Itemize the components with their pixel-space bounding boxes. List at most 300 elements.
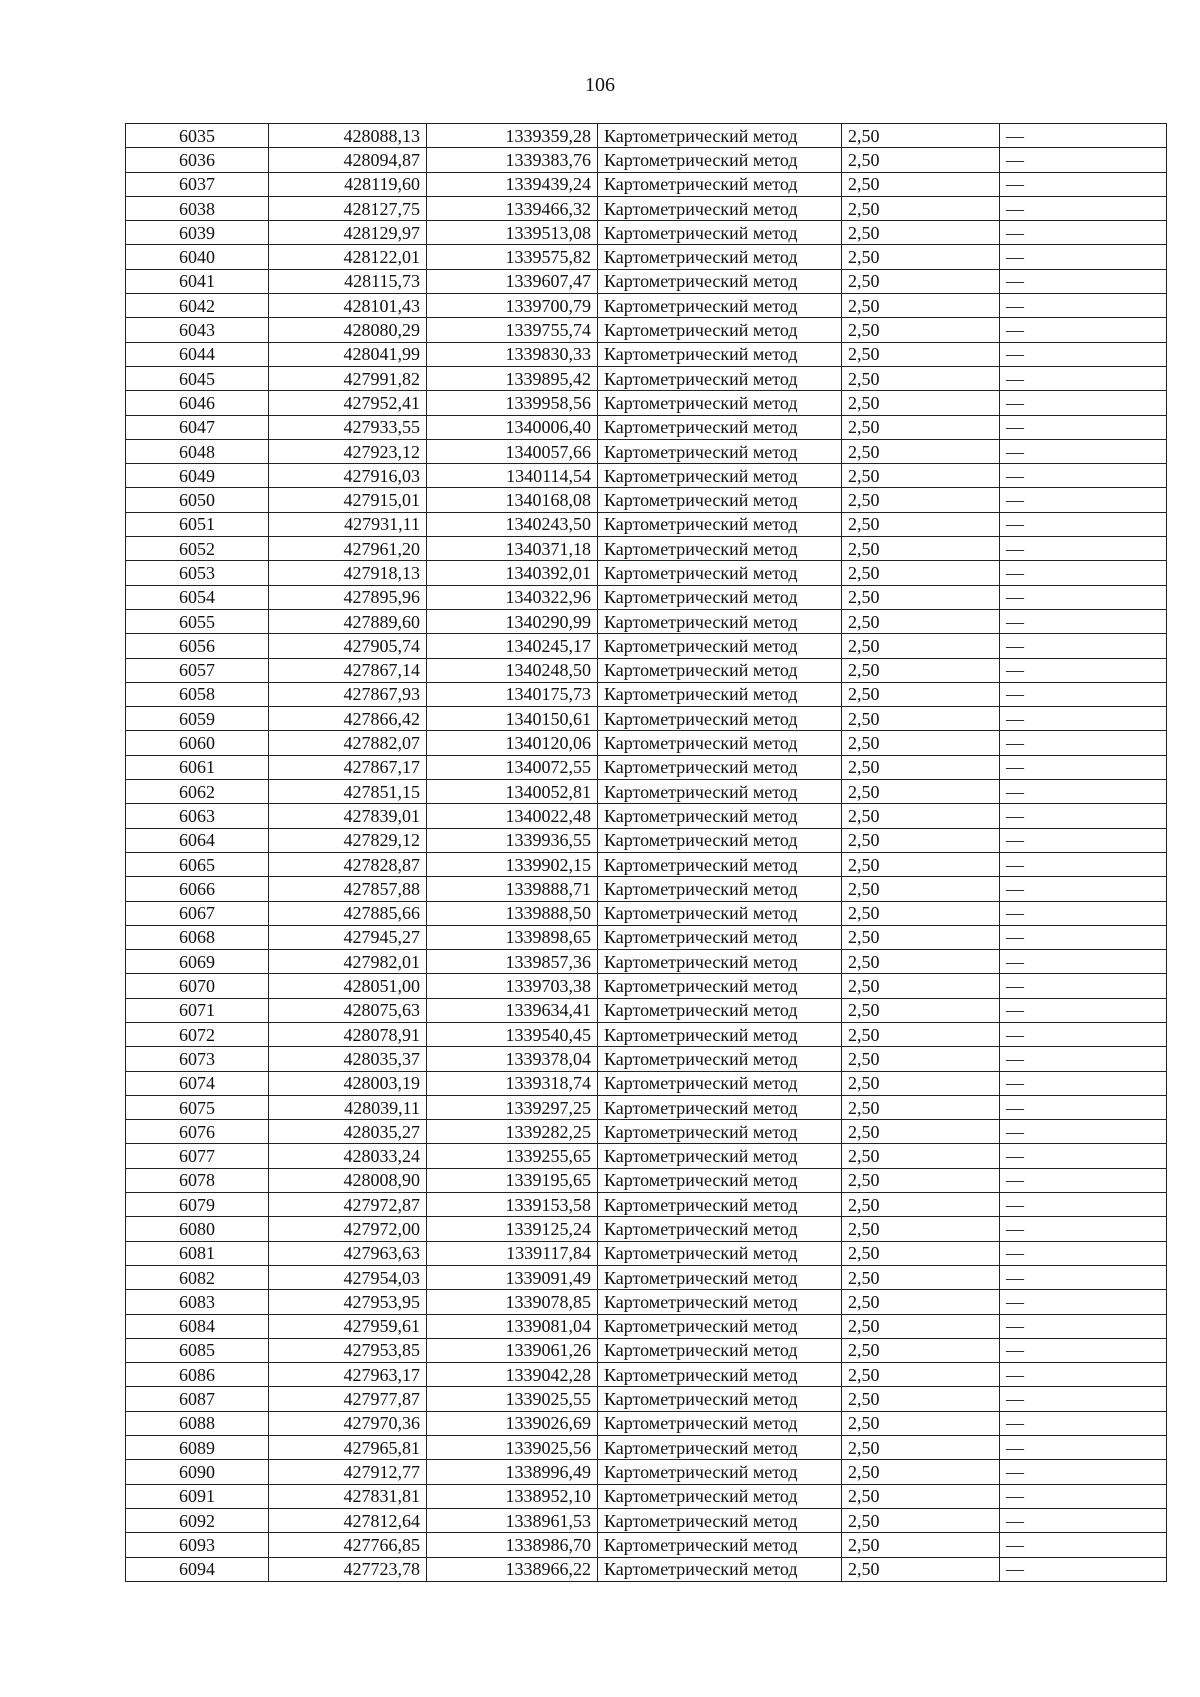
- description-cell: —: [1000, 950, 1167, 974]
- point-number-cell: 6048: [126, 439, 269, 463]
- description-cell: —: [1000, 148, 1167, 172]
- x-coordinate-cell: 427963,17: [269, 1363, 427, 1387]
- x-coordinate-cell: 428129,97: [269, 221, 427, 245]
- accuracy-cell: 2,50: [842, 901, 1000, 925]
- y-coordinate-cell: 1339081,04: [427, 1314, 598, 1338]
- table-row: [126, 1217, 1167, 1241]
- point-number-cell: 6047: [126, 415, 269, 439]
- description-cell: —: [1000, 755, 1167, 779]
- description-cell: —: [1000, 1071, 1167, 1095]
- method-cell: Картометрический метод: [598, 1387, 842, 1411]
- description-cell: —: [1000, 1436, 1167, 1460]
- description-cell: —: [1000, 585, 1167, 609]
- method-cell: Картометрический метод: [598, 1363, 842, 1387]
- y-coordinate-cell: 1339895,42: [427, 366, 598, 390]
- accuracy-cell: 2,50: [842, 172, 1000, 196]
- accuracy-cell: 2,50: [842, 585, 1000, 609]
- method-cell: Картометрический метод: [598, 439, 842, 463]
- description-cell: —: [1000, 1265, 1167, 1289]
- accuracy-cell: 2,50: [842, 294, 1000, 318]
- point-number-cell: 6087: [126, 1387, 269, 1411]
- description-cell: —: [1000, 1460, 1167, 1484]
- description-cell: —: [1000, 998, 1167, 1022]
- table-row: [126, 998, 1167, 1022]
- table-row: [126, 1363, 1167, 1387]
- accuracy-cell: 2,50: [842, 780, 1000, 804]
- method-cell: Картометрический метод: [598, 172, 842, 196]
- method-cell: Картометрический метод: [598, 1460, 842, 1484]
- accuracy-cell: 2,50: [842, 1533, 1000, 1557]
- accuracy-cell: 2,50: [842, 1338, 1000, 1362]
- accuracy-cell: 2,50: [842, 124, 1000, 148]
- accuracy-cell: 2,50: [842, 950, 1000, 974]
- y-coordinate-cell: 1340392,01: [427, 561, 598, 585]
- accuracy-cell: 2,50: [842, 1095, 1000, 1119]
- accuracy-cell: 2,50: [842, 1314, 1000, 1338]
- y-coordinate-cell: 1339888,50: [427, 901, 598, 925]
- accuracy-cell: 2,50: [842, 634, 1000, 658]
- y-coordinate-cell: 1340072,55: [427, 755, 598, 779]
- description-cell: —: [1000, 634, 1167, 658]
- x-coordinate-cell: 427931,11: [269, 512, 427, 536]
- method-cell: Картометрический метод: [598, 1217, 842, 1241]
- description-cell: —: [1000, 731, 1167, 755]
- accuracy-cell: 2,50: [842, 1193, 1000, 1217]
- description-cell: —: [1000, 780, 1167, 804]
- method-cell: Картометрический метод: [598, 755, 842, 779]
- point-number-cell: 6057: [126, 658, 269, 682]
- description-cell: —: [1000, 269, 1167, 293]
- y-coordinate-cell: 1339634,41: [427, 998, 598, 1022]
- accuracy-cell: 2,50: [842, 391, 1000, 415]
- method-cell: Картометрический метод: [598, 877, 842, 901]
- description-cell: —: [1000, 925, 1167, 949]
- table-row: [126, 804, 1167, 828]
- accuracy-cell: 2,50: [842, 245, 1000, 269]
- table-row: [126, 391, 1167, 415]
- point-number-cell: 6081: [126, 1241, 269, 1265]
- description-cell: —: [1000, 609, 1167, 633]
- table-row: [126, 852, 1167, 876]
- x-coordinate-cell: 427882,07: [269, 731, 427, 755]
- x-coordinate-cell: 427972,87: [269, 1193, 427, 1217]
- point-number-cell: 6064: [126, 828, 269, 852]
- y-coordinate-cell: 1340248,50: [427, 658, 598, 682]
- method-cell: Картометрический метод: [598, 609, 842, 633]
- y-coordinate-cell: 1339383,76: [427, 148, 598, 172]
- x-coordinate-cell: 427982,01: [269, 950, 427, 974]
- table-row: [126, 172, 1167, 196]
- table-row: [126, 1314, 1167, 1338]
- accuracy-cell: 2,50: [842, 658, 1000, 682]
- page-number: 106: [585, 74, 615, 96]
- method-cell: Картометрический метод: [598, 1436, 842, 1460]
- accuracy-cell: 2,50: [842, 415, 1000, 439]
- accuracy-cell: 2,50: [842, 1484, 1000, 1508]
- coordinates-table-body: [126, 124, 1167, 1582]
- x-coordinate-cell: 428033,24: [269, 1144, 427, 1168]
- y-coordinate-cell: 1339607,47: [427, 269, 598, 293]
- description-cell: —: [1000, 172, 1167, 196]
- method-cell: Картометрический метод: [598, 682, 842, 706]
- x-coordinate-cell: 427912,77: [269, 1460, 427, 1484]
- accuracy-cell: 2,50: [842, 925, 1000, 949]
- accuracy-cell: 2,50: [842, 464, 1000, 488]
- accuracy-cell: 2,50: [842, 609, 1000, 633]
- x-coordinate-cell: 428008,90: [269, 1168, 427, 1192]
- y-coordinate-cell: 1339755,74: [427, 318, 598, 342]
- accuracy-cell: 2,50: [842, 755, 1000, 779]
- accuracy-cell: 2,50: [842, 1217, 1000, 1241]
- table-row: [126, 877, 1167, 901]
- description-cell: —: [1000, 488, 1167, 512]
- point-number-cell: 6036: [126, 148, 269, 172]
- description-cell: —: [1000, 1363, 1167, 1387]
- table-row: [126, 1120, 1167, 1144]
- method-cell: Картометрический метод: [598, 294, 842, 318]
- point-number-cell: 6052: [126, 537, 269, 561]
- table-row: [126, 1460, 1167, 1484]
- table-row: [126, 196, 1167, 220]
- table-row: [126, 1557, 1167, 1581]
- method-cell: Картометрический метод: [598, 342, 842, 366]
- x-coordinate-cell: 427916,03: [269, 464, 427, 488]
- y-coordinate-cell: 1340322,96: [427, 585, 598, 609]
- description-cell: —: [1000, 1338, 1167, 1362]
- x-coordinate-cell: 427953,95: [269, 1290, 427, 1314]
- y-coordinate-cell: 1340006,40: [427, 415, 598, 439]
- table-row: [126, 950, 1167, 974]
- table-row: [126, 464, 1167, 488]
- x-coordinate-cell: 427866,42: [269, 707, 427, 731]
- description-cell: —: [1000, 1533, 1167, 1557]
- point-number-cell: 6040: [126, 245, 269, 269]
- y-coordinate-cell: 1340245,17: [427, 634, 598, 658]
- point-number-cell: 6049: [126, 464, 269, 488]
- method-cell: Картометрический метод: [598, 488, 842, 512]
- description-cell: —: [1000, 1095, 1167, 1119]
- point-number-cell: 6067: [126, 901, 269, 925]
- description-cell: —: [1000, 342, 1167, 366]
- accuracy-cell: 2,50: [842, 512, 1000, 536]
- y-coordinate-cell: 1338996,49: [427, 1460, 598, 1484]
- x-coordinate-cell: 427970,36: [269, 1411, 427, 1435]
- y-coordinate-cell: 1339898,65: [427, 925, 598, 949]
- table-row: [126, 1411, 1167, 1435]
- point-number-cell: 6080: [126, 1217, 269, 1241]
- y-coordinate-cell: 1340114,54: [427, 464, 598, 488]
- method-cell: Картометрический метод: [598, 1484, 842, 1508]
- method-cell: Картометрический метод: [598, 1071, 842, 1095]
- method-cell: Картометрический метод: [598, 1241, 842, 1265]
- point-number-cell: 6039: [126, 221, 269, 245]
- table-row: [126, 1265, 1167, 1289]
- x-coordinate-cell: 427953,85: [269, 1338, 427, 1362]
- y-coordinate-cell: 1340150,61: [427, 707, 598, 731]
- table-row: [126, 901, 1167, 925]
- y-coordinate-cell: 1339902,15: [427, 852, 598, 876]
- method-cell: Картометрический метод: [598, 901, 842, 925]
- point-number-cell: 6092: [126, 1508, 269, 1532]
- description-cell: —: [1000, 1047, 1167, 1071]
- method-cell: Картометрический метод: [598, 1265, 842, 1289]
- description-cell: —: [1000, 658, 1167, 682]
- x-coordinate-cell: 428075,63: [269, 998, 427, 1022]
- accuracy-cell: 2,50: [842, 1557, 1000, 1581]
- point-number-cell: 6042: [126, 294, 269, 318]
- y-coordinate-cell: 1340243,50: [427, 512, 598, 536]
- table-row: [126, 828, 1167, 852]
- accuracy-cell: 2,50: [842, 828, 1000, 852]
- table-row: [126, 731, 1167, 755]
- y-coordinate-cell: 1340168,08: [427, 488, 598, 512]
- point-number-cell: 6078: [126, 1168, 269, 1192]
- description-cell: —: [1000, 1022, 1167, 1046]
- x-coordinate-cell: 427923,12: [269, 439, 427, 463]
- x-coordinate-cell: 427895,96: [269, 585, 427, 609]
- y-coordinate-cell: 1339575,82: [427, 245, 598, 269]
- y-coordinate-cell: 1339042,28: [427, 1363, 598, 1387]
- y-coordinate-cell: 1339091,49: [427, 1265, 598, 1289]
- x-coordinate-cell: 427867,17: [269, 755, 427, 779]
- x-coordinate-cell: 427945,27: [269, 925, 427, 949]
- method-cell: Картометрический метод: [598, 269, 842, 293]
- y-coordinate-cell: 1339025,56: [427, 1436, 598, 1460]
- point-number-cell: 6045: [126, 366, 269, 390]
- accuracy-cell: 2,50: [842, 318, 1000, 342]
- method-cell: Картометрический метод: [598, 124, 842, 148]
- method-cell: Картометрический метод: [598, 634, 842, 658]
- y-coordinate-cell: 1339061,26: [427, 1338, 598, 1362]
- accuracy-cell: 2,50: [842, 1120, 1000, 1144]
- x-coordinate-cell: 427851,15: [269, 780, 427, 804]
- x-coordinate-cell: 427812,64: [269, 1508, 427, 1532]
- description-cell: —: [1000, 852, 1167, 876]
- method-cell: Картометрический метод: [598, 1314, 842, 1338]
- x-coordinate-cell: 428035,37: [269, 1047, 427, 1071]
- accuracy-cell: 2,50: [842, 1411, 1000, 1435]
- x-coordinate-cell: 427915,01: [269, 488, 427, 512]
- description-cell: —: [1000, 391, 1167, 415]
- y-coordinate-cell: 1339153,58: [427, 1193, 598, 1217]
- method-cell: Картометрический метод: [598, 1533, 842, 1557]
- description-cell: —: [1000, 1484, 1167, 1508]
- accuracy-cell: 2,50: [842, 1168, 1000, 1192]
- point-number-cell: 6043: [126, 318, 269, 342]
- table-row: [126, 488, 1167, 512]
- accuracy-cell: 2,50: [842, 148, 1000, 172]
- table-row: [126, 1508, 1167, 1532]
- method-cell: Картометрический метод: [598, 245, 842, 269]
- method-cell: Картометрический метод: [598, 464, 842, 488]
- description-cell: —: [1000, 294, 1167, 318]
- table-row: [126, 415, 1167, 439]
- x-coordinate-cell: 427991,82: [269, 366, 427, 390]
- x-coordinate-cell: 428051,00: [269, 974, 427, 998]
- table-row: [126, 780, 1167, 804]
- y-coordinate-cell: 1339318,74: [427, 1071, 598, 1095]
- x-coordinate-cell: 427766,85: [269, 1533, 427, 1557]
- y-coordinate-cell: 1339700,79: [427, 294, 598, 318]
- x-coordinate-cell: 428122,01: [269, 245, 427, 269]
- x-coordinate-cell: 428041,99: [269, 342, 427, 366]
- accuracy-cell: 2,50: [842, 1460, 1000, 1484]
- method-cell: Картометрический метод: [598, 196, 842, 220]
- method-cell: Картометрический метод: [598, 561, 842, 585]
- table-row: [126, 294, 1167, 318]
- table-row: [126, 512, 1167, 536]
- table-row: [126, 269, 1167, 293]
- description-cell: —: [1000, 682, 1167, 706]
- y-coordinate-cell: 1340057,66: [427, 439, 598, 463]
- point-number-cell: 6086: [126, 1363, 269, 1387]
- description-cell: —: [1000, 1168, 1167, 1192]
- accuracy-cell: 2,50: [842, 974, 1000, 998]
- method-cell: Картометрический метод: [598, 1193, 842, 1217]
- table-row: [126, 342, 1167, 366]
- y-coordinate-cell: 1338952,10: [427, 1484, 598, 1508]
- x-coordinate-cell: 427954,03: [269, 1265, 427, 1289]
- table-row: [126, 585, 1167, 609]
- description-cell: —: [1000, 1290, 1167, 1314]
- coordinates-table: [125, 123, 1167, 1582]
- x-coordinate-cell: 427952,41: [269, 391, 427, 415]
- table-row: [126, 148, 1167, 172]
- table-row: [126, 1095, 1167, 1119]
- point-number-cell: 6044: [126, 342, 269, 366]
- description-cell: —: [1000, 245, 1167, 269]
- method-cell: Картометрический метод: [598, 366, 842, 390]
- y-coordinate-cell: 1340022,48: [427, 804, 598, 828]
- table-row: [126, 1533, 1167, 1557]
- x-coordinate-cell: 428119,60: [269, 172, 427, 196]
- method-cell: Картометрический метод: [598, 804, 842, 828]
- y-coordinate-cell: 1338986,70: [427, 1533, 598, 1557]
- x-coordinate-cell: 428088,13: [269, 124, 427, 148]
- point-number-cell: 6083: [126, 1290, 269, 1314]
- x-coordinate-cell: 428101,43: [269, 294, 427, 318]
- point-number-cell: 6071: [126, 998, 269, 1022]
- table-row: [126, 925, 1167, 949]
- x-coordinate-cell: 427918,13: [269, 561, 427, 585]
- point-number-cell: 6074: [126, 1071, 269, 1095]
- y-coordinate-cell: 1339255,65: [427, 1144, 598, 1168]
- y-coordinate-cell: 1339125,24: [427, 1217, 598, 1241]
- accuracy-cell: 2,50: [842, 1363, 1000, 1387]
- x-coordinate-cell: 427959,61: [269, 1314, 427, 1338]
- accuracy-cell: 2,50: [842, 196, 1000, 220]
- point-number-cell: 6054: [126, 585, 269, 609]
- accuracy-cell: 2,50: [842, 1144, 1000, 1168]
- description-cell: —: [1000, 512, 1167, 536]
- y-coordinate-cell: 1339297,25: [427, 1095, 598, 1119]
- point-number-cell: 6093: [126, 1533, 269, 1557]
- table-row: [126, 755, 1167, 779]
- method-cell: Картометрический метод: [598, 852, 842, 876]
- y-coordinate-cell: 1339703,38: [427, 974, 598, 998]
- table-row: [126, 1241, 1167, 1265]
- description-cell: —: [1000, 828, 1167, 852]
- y-coordinate-cell: 1338966,22: [427, 1557, 598, 1581]
- accuracy-cell: 2,50: [842, 342, 1000, 366]
- table-row: [126, 245, 1167, 269]
- y-coordinate-cell: 1339282,25: [427, 1120, 598, 1144]
- x-coordinate-cell: 427723,78: [269, 1557, 427, 1581]
- point-number-cell: 6085: [126, 1338, 269, 1362]
- description-cell: —: [1000, 1120, 1167, 1144]
- point-number-cell: 6035: [126, 124, 269, 148]
- point-number-cell: 6059: [126, 707, 269, 731]
- point-number-cell: 6072: [126, 1022, 269, 1046]
- method-cell: Картометрический метод: [598, 221, 842, 245]
- point-number-cell: 6065: [126, 852, 269, 876]
- accuracy-cell: 2,50: [842, 561, 1000, 585]
- x-coordinate-cell: 427829,12: [269, 828, 427, 852]
- accuracy-cell: 2,50: [842, 366, 1000, 390]
- method-cell: Картометрический метод: [598, 1120, 842, 1144]
- y-coordinate-cell: 1339830,33: [427, 342, 598, 366]
- point-number-cell: 6038: [126, 196, 269, 220]
- description-cell: —: [1000, 877, 1167, 901]
- x-coordinate-cell: 428115,73: [269, 269, 427, 293]
- method-cell: Картометрический метод: [598, 828, 842, 852]
- point-number-cell: 6062: [126, 780, 269, 804]
- method-cell: Картометрический метод: [598, 1047, 842, 1071]
- table-row: [126, 1144, 1167, 1168]
- x-coordinate-cell: 427828,87: [269, 852, 427, 876]
- method-cell: Картометрический метод: [598, 780, 842, 804]
- table-row: [126, 318, 1167, 342]
- method-cell: Картометрический метод: [598, 1411, 842, 1435]
- x-coordinate-cell: 427961,20: [269, 537, 427, 561]
- table-row: [126, 1436, 1167, 1460]
- point-number-cell: 6077: [126, 1144, 269, 1168]
- table-row: [126, 1022, 1167, 1046]
- accuracy-cell: 2,50: [842, 1508, 1000, 1532]
- x-coordinate-cell: 428078,91: [269, 1022, 427, 1046]
- accuracy-cell: 2,50: [842, 1022, 1000, 1046]
- point-number-cell: 6088: [126, 1411, 269, 1435]
- x-coordinate-cell: 428127,75: [269, 196, 427, 220]
- description-cell: —: [1000, 464, 1167, 488]
- description-cell: —: [1000, 1241, 1167, 1265]
- method-cell: Картометрический метод: [598, 1557, 842, 1581]
- y-coordinate-cell: 1340371,18: [427, 537, 598, 561]
- y-coordinate-cell: 1339439,24: [427, 172, 598, 196]
- method-cell: Картометрический метод: [598, 707, 842, 731]
- y-coordinate-cell: 1339958,56: [427, 391, 598, 415]
- method-cell: Картометрический метод: [598, 1022, 842, 1046]
- table-row: [126, 707, 1167, 731]
- point-number-cell: 6055: [126, 609, 269, 633]
- method-cell: Картометрический метод: [598, 1290, 842, 1314]
- y-coordinate-cell: 1339359,28: [427, 124, 598, 148]
- description-cell: —: [1000, 366, 1167, 390]
- accuracy-cell: 2,50: [842, 488, 1000, 512]
- x-coordinate-cell: 427867,14: [269, 658, 427, 682]
- point-number-cell: 6089: [126, 1436, 269, 1460]
- table-row: [126, 537, 1167, 561]
- y-coordinate-cell: 1340175,73: [427, 682, 598, 706]
- method-cell: Картометрический метод: [598, 1095, 842, 1119]
- x-coordinate-cell: 427831,81: [269, 1484, 427, 1508]
- y-coordinate-cell: 1339513,08: [427, 221, 598, 245]
- table-row: [126, 658, 1167, 682]
- point-number-cell: 6084: [126, 1314, 269, 1338]
- table-row: [126, 221, 1167, 245]
- point-number-cell: 6066: [126, 877, 269, 901]
- point-number-cell: 6041: [126, 269, 269, 293]
